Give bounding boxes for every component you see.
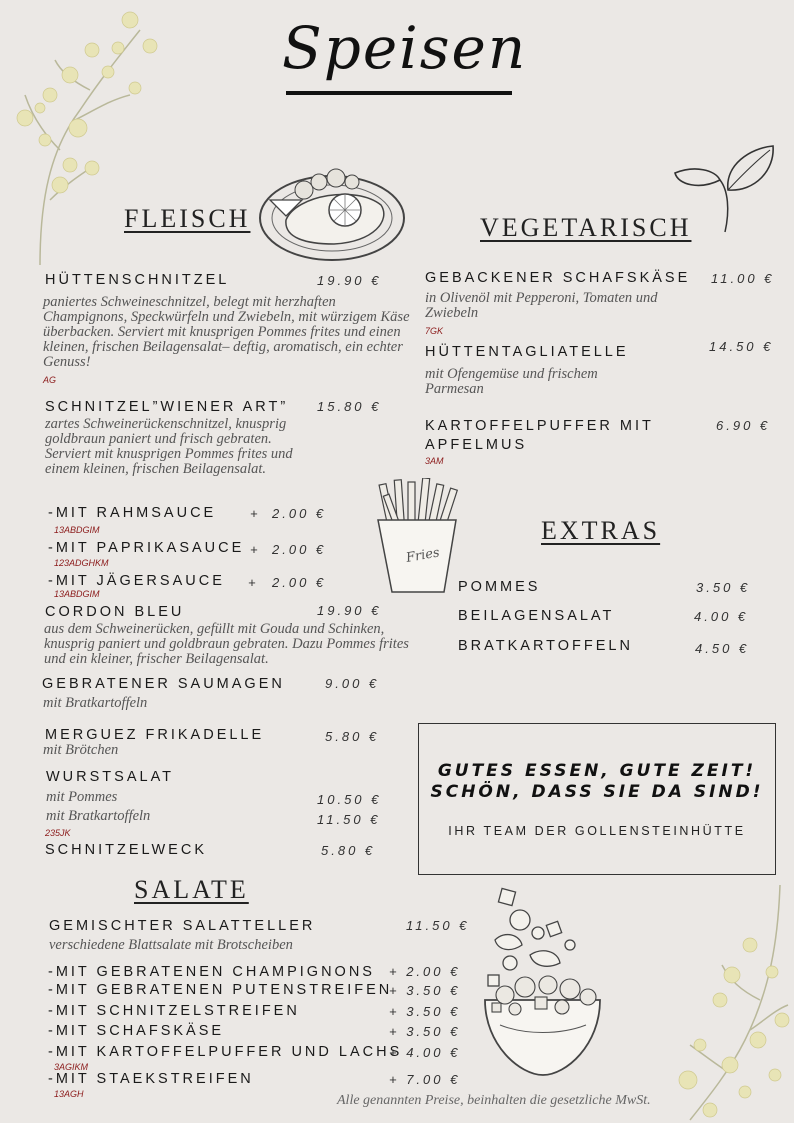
addon-price: + 2.00 € (389, 964, 461, 979)
menu-item-description: mit Ofengemüse und frischem Parmesan (425, 366, 598, 397)
menu-item-description: zartes Schweinerückenschnitzel, knusprig goldbraun paniert und frisch gebraten. Serviert mit knusprigen Pommes frites und einem kleinen, frischen Beilagensalat. (45, 416, 293, 477)
addon-price: + 7.00 € (389, 1072, 461, 1087)
menu-item-option: mit Bratkartoffeln (46, 808, 151, 824)
allergen-code: 123ADGHKM (54, 558, 109, 568)
menu-item-name: GEBRATENER SAUMAGEN (42, 676, 285, 692)
addon-price: + 3.50 € (389, 1004, 461, 1019)
addon-name: -MIT GEBRATENEN CHAMPIGNONS (48, 964, 375, 980)
allergen-code: 3AGIKM (54, 1062, 89, 1072)
addon-name: -MIT SCHNITZELSTREIFEN (48, 1003, 300, 1019)
menu-item-name: KARTOFFELPUFFER MIT (425, 418, 654, 434)
menu-item-name: HÜTTENTAGLIATELLE (425, 344, 629, 360)
addon-plus: + (248, 575, 259, 590)
section-heading-extras: EXTRAS (541, 516, 661, 545)
greeting-line-2: SCHÖN, DASS SIE DA SIND! (430, 782, 764, 802)
extra-item-name: POMMES (458, 579, 541, 595)
menu-item-name-continued: APFELMUS (425, 437, 528, 453)
menu-item-price: 9.00 € (325, 676, 380, 691)
floral-branch-bottom-right (650, 880, 794, 1123)
section-heading-vegetarisch: VEGETARISCH (480, 213, 692, 242)
title-underline (286, 91, 512, 95)
salad-bowl-illustration (480, 885, 605, 1085)
allergen-code: 13ABDGIM (54, 525, 100, 535)
greeting-box (418, 723, 776, 875)
menu-item-name: CORDON BLEU (45, 604, 185, 620)
menu-item-description: verschiedene Blattsalate mit Brotscheiben (49, 937, 293, 953)
allergen-code: 7GK (425, 326, 444, 336)
menu-item-name: MERGUEZ FRIKADELLE (45, 727, 265, 743)
section-heading-salate: SALATE (134, 875, 249, 904)
menu-item-price: 11.50 € (317, 812, 381, 827)
fries-illustration (370, 478, 465, 596)
greeting-line-1: GUTES ESSEN, GUTE ZEIT! (437, 761, 757, 781)
menu-item-name: GEBACKENER SCHAFSKÄSE (425, 270, 691, 286)
menu-item-name: GEMISCHTER SALATTELLER (49, 918, 316, 934)
section-heading-fleisch: FLEISCH (124, 204, 251, 233)
menu-item-name: HÜTTENSCHNITZEL (45, 272, 230, 288)
menu-item-price: 5.80 € (325, 729, 380, 744)
addon-price: 2.00 € (272, 542, 327, 557)
menu-item-price: 11.50 € (406, 918, 470, 933)
menu-item-price: 15.80 € (317, 399, 382, 414)
menu-item-description: mit Brötchen (43, 742, 119, 758)
menu-item-price: 10.50 € (317, 792, 382, 807)
page-title: Speisen (282, 14, 528, 82)
extra-item-price: 3.50 € (696, 580, 751, 595)
svg-text:Fries: Fries (404, 545, 441, 566)
menu-item-price: 11.00 € (711, 271, 775, 286)
addon-price: 2.00 € (272, 506, 327, 521)
menu-item-price: 19.90 € (317, 603, 382, 618)
allergen-code: 235JK (45, 828, 71, 838)
menu-item-price: 6.90 € (716, 418, 771, 433)
menu-item-price: 5.80 € (321, 843, 376, 858)
addon-plus: + (250, 506, 261, 521)
menu-item-price: 19.90 € (317, 273, 382, 288)
extra-item-name: BRATKARTOFFELN (458, 638, 633, 654)
menu-item-description: mit Bratkartoffeln (43, 695, 148, 711)
addon-name: -MIT RAHMSAUCE (48, 505, 217, 521)
menu-item-option: mit Pommes (46, 789, 118, 805)
menu-item-description: paniertes Schweineschnitzel, belegt mit herzhaften Champignons, Speckwürfeln und Zwiebeln, mit würzigem Käse überbacken. Serviert mit knusprigen Pommes frites und einen kleinen, frischen Beilagensalat– deftig, aromatisch, ein echter Genuss! (43, 294, 410, 370)
allergen-code: 3AM (425, 456, 444, 466)
addon-name: -MIT JÄGERSAUCE (48, 573, 225, 589)
addon-price: + 3.50 € (389, 1024, 461, 1039)
addon-name: -MIT STAEKSTREIFEN (48, 1071, 254, 1087)
addon-price: 2.00 € (272, 575, 327, 590)
addon-name: -MIT PAPRIKASAUCE (48, 540, 245, 556)
allergen-code: AG (43, 375, 57, 385)
menu-item-description: aus dem Schweinerücken, gefüllt mit Gouda und Schinken, knusprig paniert und goldbraun gebraten. Dazu Pommes frites und ein kleiner, frischer Beilagensalat. (44, 621, 409, 667)
extra-item-price: 4.00 € (694, 609, 749, 624)
allergen-code: 13ABDGIM (54, 589, 100, 599)
schnitzel-plate-illustration (256, 160, 408, 265)
extra-item-name: BEILAGENSALAT (458, 608, 615, 624)
addon-price: + 3.50 € (389, 983, 461, 998)
addon-price: + 4.00 € (389, 1045, 461, 1060)
addon-plus: + (250, 542, 261, 557)
addon-name: -MIT GEBRATENEN PUTENSTREIFEN (48, 982, 393, 998)
greeting-signature: IHR TEAM DER GOLLENSTEINHÜTTE (448, 824, 746, 838)
menu-item-name: SCHNITZEL”WIENER ART” (45, 399, 289, 415)
footer-note: Alle genannten Preise, beinhalten die gesetzliche MwSt. (337, 1093, 651, 1108)
menu-item-price: 14.50 € (709, 339, 774, 354)
menu-item-description: in Olivenöl mit Pepperoni, Tomaten und Zwiebeln (425, 290, 658, 321)
extra-item-price: 4.50 € (695, 641, 750, 656)
addon-name: -MIT KARTOFFELPUFFER UND LACHS (48, 1044, 403, 1060)
menu-item-name: WURSTSALAT (46, 769, 175, 785)
allergen-code: 13AGH (54, 1089, 84, 1099)
addon-name: -MIT SCHAFSKÄSE (48, 1023, 225, 1039)
menu-item-name: SCHNITZELWECK (45, 842, 207, 858)
